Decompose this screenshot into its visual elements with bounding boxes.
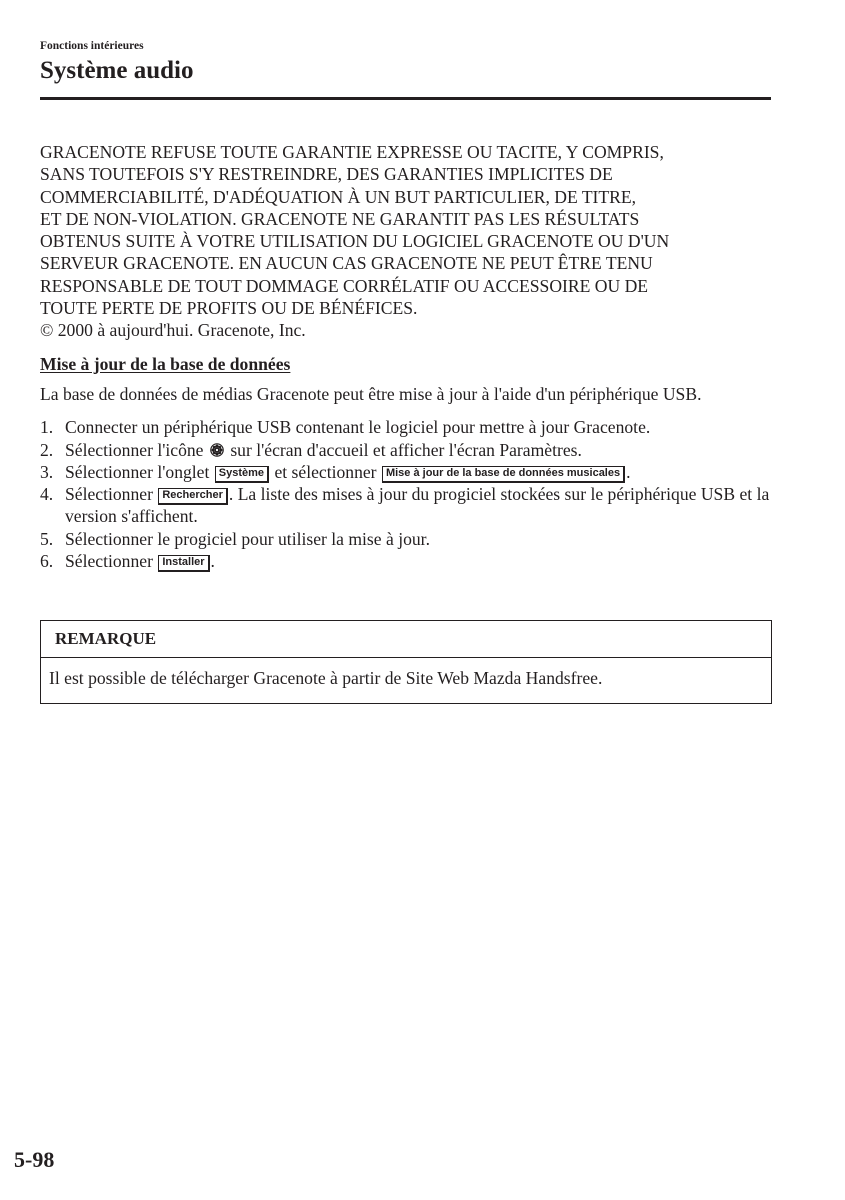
step-item [40,439,775,461]
step-text-part: et sélectionner [274,461,377,482]
header-rule [40,97,771,100]
note-heading: REMARQUE [41,621,771,658]
disclaimer-line: TOUTE PERTE DE PROFITS OU DE BÉNÉFICES. [40,298,418,319]
systeme-tab-button: Système [215,466,269,483]
gear-icon [210,443,224,457]
step-item [40,550,775,572]
page-title: Système audio [40,57,194,84]
step-text [65,483,775,528]
step-text-part: . La liste des mises à jour du progiciel stockées sur le périphérique USB et la version s'affichent. [65,484,770,527]
disclaimer-line: OBTENUS SUITE À VOTRE UTILISATION DU LOGICIEL GRACENOTE OU D'UN [40,231,670,252]
disclaimer-line: SANS TOUTEFOIS S'Y RESTREINDRE, DES GARANTIES IMPLICITES DE [40,164,613,185]
disclaimer-line: SERVEUR GRACENOTE. EN AUCUN CAS GRACENOTE NE PEUT ÊTRE TENU [40,253,653,274]
step-item [40,416,775,438]
disclaimer-line: COMMERCIABILITÉ, D'ADÉQUATION À UN BUT PARTICULIER, DE TITRE, [40,186,637,207]
note-box [40,620,772,704]
step-text: Sélectionner le progiciel pour utiliser la mise à jour. [65,528,430,549]
main-content [40,141,775,572]
update-heading: Mise à jour de la base de données [40,353,291,374]
update-steps [40,416,775,572]
step-item [40,461,775,483]
page-number: 5-98 [14,1147,55,1172]
step-number: 3. [40,461,54,482]
step-item [40,528,775,550]
step-text: Connecter un périphérique USB contenant le logiciel pour mettre à jour Gracenote. [65,417,651,438]
step-text [65,550,775,572]
step-text-part: Sélectionner l'onglet [65,461,210,482]
step-text-part: sur l'écran d'accueil et afficher l'écran Paramètres. [230,439,582,460]
music-database-update-button: Mise à jour de la base de données musicales [382,466,625,483]
step-number: 1. [40,417,54,438]
page-header [40,39,771,86]
step-number: 5. [40,528,54,549]
step-item [40,483,775,528]
step-text-part: Sélectionner [65,551,153,572]
step-text-part: . [626,461,631,482]
step-text-part: . [210,551,215,572]
step-text [65,439,775,461]
step-number: 6. [40,551,54,572]
copyright-notice: © 2000 à aujourd'hui. Gracenote, Inc. [40,320,306,341]
section-label: Fonctions intérieures [40,40,144,52]
step-number: 4. [40,484,54,505]
step-text-part: Sélectionner [65,484,153,505]
disclaimer-line: GRACENOTE REFUSE TOUTE GARANTIE EXPRESSE OU TACITE, Y COMPRIS, [40,142,664,162]
installer-button: Installer [158,555,209,572]
disclaimer-text [40,141,775,319]
note-text: Il est possible de télécharger Gracenote à partir de Site Web Mazda Handsfree. [49,668,603,688]
disclaimer-line: RESPONSABLE DE TOUT DOMMAGE CORRÉLATIF OU ACCESSOIRE OU DE [40,275,649,296]
disclaimer-line: ET DE NON-VIOLATION. GRACENOTE NE GARANTIT PAS LES RÉSULTATS [40,208,640,229]
rechercher-button: Rechercher [158,488,228,505]
step-text [65,461,775,483]
step-text-part: Sélectionner l'icône [65,439,204,460]
step-number: 2. [40,439,54,460]
update-intro: La base de données de médias Gracenote peut être mise à jour à l'aide d'un périphérique USB. [40,383,702,404]
